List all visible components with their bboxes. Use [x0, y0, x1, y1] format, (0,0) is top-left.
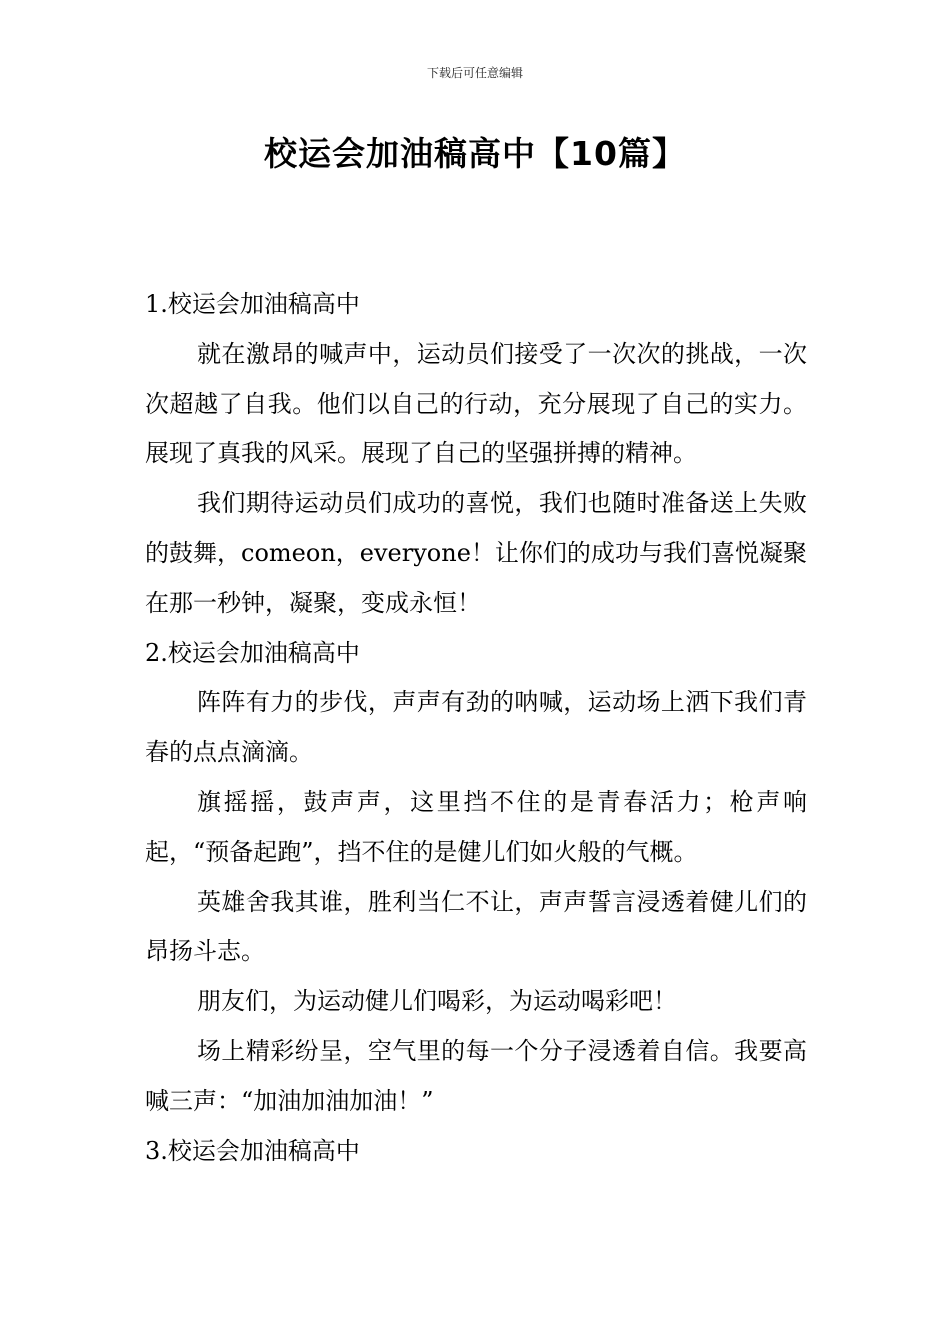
- header-note: 下载后可任意编辑: [426, 66, 523, 80]
- paragraph: 朋友们，为运动健儿们喝彩，为运动喝彩吧！: [197, 987, 677, 1016]
- paragraph: 阵阵有力的步伐，声声有劲的呐喊，运动场上洒下我们青春的点点滴滴。: [145, 688, 807, 767]
- paragraph: 英雄舍我其谁，胜利当仁不让，声声誓言浸透着健儿们的昂扬斗志。: [145, 887, 807, 966]
- section-1: [145, 280, 807, 629]
- document-title: 校运会加油稿高中【10篇】: [264, 134, 686, 173]
- section-heading: 1.校运会加油稿高中: [145, 290, 360, 318]
- paragraph: 旗摇摇，鼓声声，这里挡不住的是青春活力；枪声响起，“预备起跑”，挡不住的是健儿们如火般的气概。: [145, 787, 807, 866]
- section-2: [145, 629, 807, 1127]
- paragraph: 我们期待运动员们成功的喜悦，我们也随时准备送上失败的鼓舞，comeon，everyone！让你们的成功与我们喜悦凝聚在那一秒钟，凝聚，变成永恒！: [145, 489, 807, 617]
- document-body: [145, 280, 807, 1176]
- section-heading: 2.校运会加油稿高中: [145, 638, 360, 667]
- paragraph: 场上精彩纷呈，空气里的每一个分子浸透着自信。我要高喊三声：“加油加油加油！”: [145, 1036, 807, 1115]
- section-heading: 3.校运会加油稿高中: [145, 1136, 360, 1165]
- section-3: [145, 1127, 807, 1177]
- paragraph: 就在激昂的喊声中，运动员们接受了一次次的挑战，一次次超越了自我。他们以自己的行动，充分展现了自己的实力。展现了真我的风采。展现了自己的坚强拼搏的精神。: [145, 339, 807, 468]
